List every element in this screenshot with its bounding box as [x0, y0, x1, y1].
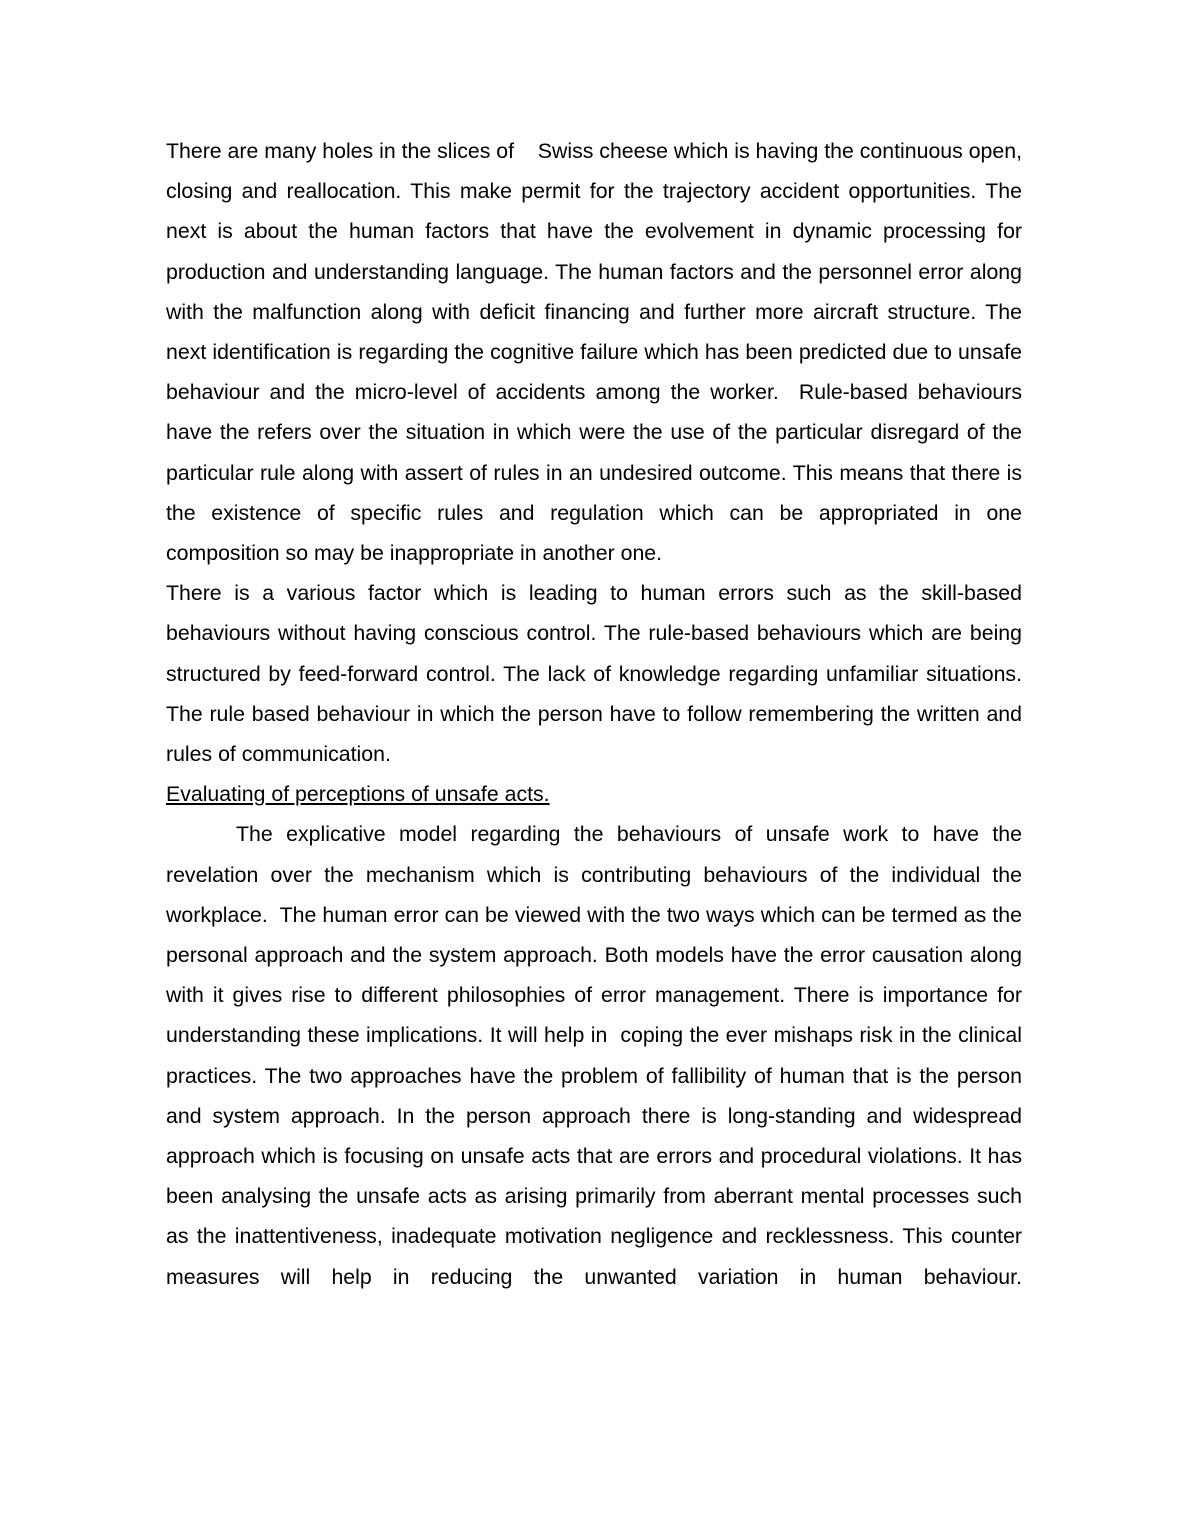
- body-paragraph-explicative-model: The explicative model regarding the behaviours of unsafe work to have the revelation over the mechanism which is contributing behaviours of the individual the workplace. The human error can be viewed with the two ways which can be termed as the personal approach and the system approach. Both models have the error causation along with it gives rise to different philosophies of error management. There is importance for understanding these implications. It will help in coping the ever mishaps risk in the clinical practices. The two approaches have the problem of fallibility of human that is the person and system approach. In the person approach there is long-standing and widespread approach which is focusing on unsafe acts that are errors and procedural violations. It has been analysing the unsafe acts as arising primarily from aberrant mental processes such as the inattentiveness, inadequate motivation negligence and recklessness. This counter measures will help in reducing the unwanted variation in human behaviour.: [166, 822, 1022, 1289]
- body-paragraph-swiss-cheese: There are many holes in the slices of Swiss cheese which is having the continuous open, closing and reallocation. This make permit for the trajectory accident opportunities. The next is about the human factors that have the evolvement in dynamic processing for production and understanding language. The human factors and the personnel error along with the malfunction along with deficit financing and further more aircraft structure. The next identification is regarding the cognitive failure which has been predicted due to unsafe behaviour and the micro-level of accidents among the worker. Rule-based behaviours have the refers over the situation in which were the use of the particular disregard of the particular rule along with assert of rules in an undesired outcome. This means that there is the existence of specific rules and regulation which can be appropriated in one composition so may be inappropriate in another one.: [166, 139, 1022, 566]
- body-paragraph-human-errors: There is a various factor which is leading to human errors such as the skill-based behaviours without having conscious control. The rule-based behaviours which are being structured by feed-forward control. The lack of knowledge regarding unfamiliar situations. The rule based behaviour in which the person have to follow remembering the written and rules of communication.: [166, 581, 1022, 767]
- section-heading: Evaluating of perceptions of unsafe acts.: [166, 782, 550, 807]
- document-page: [166, 131, 1022, 1297]
